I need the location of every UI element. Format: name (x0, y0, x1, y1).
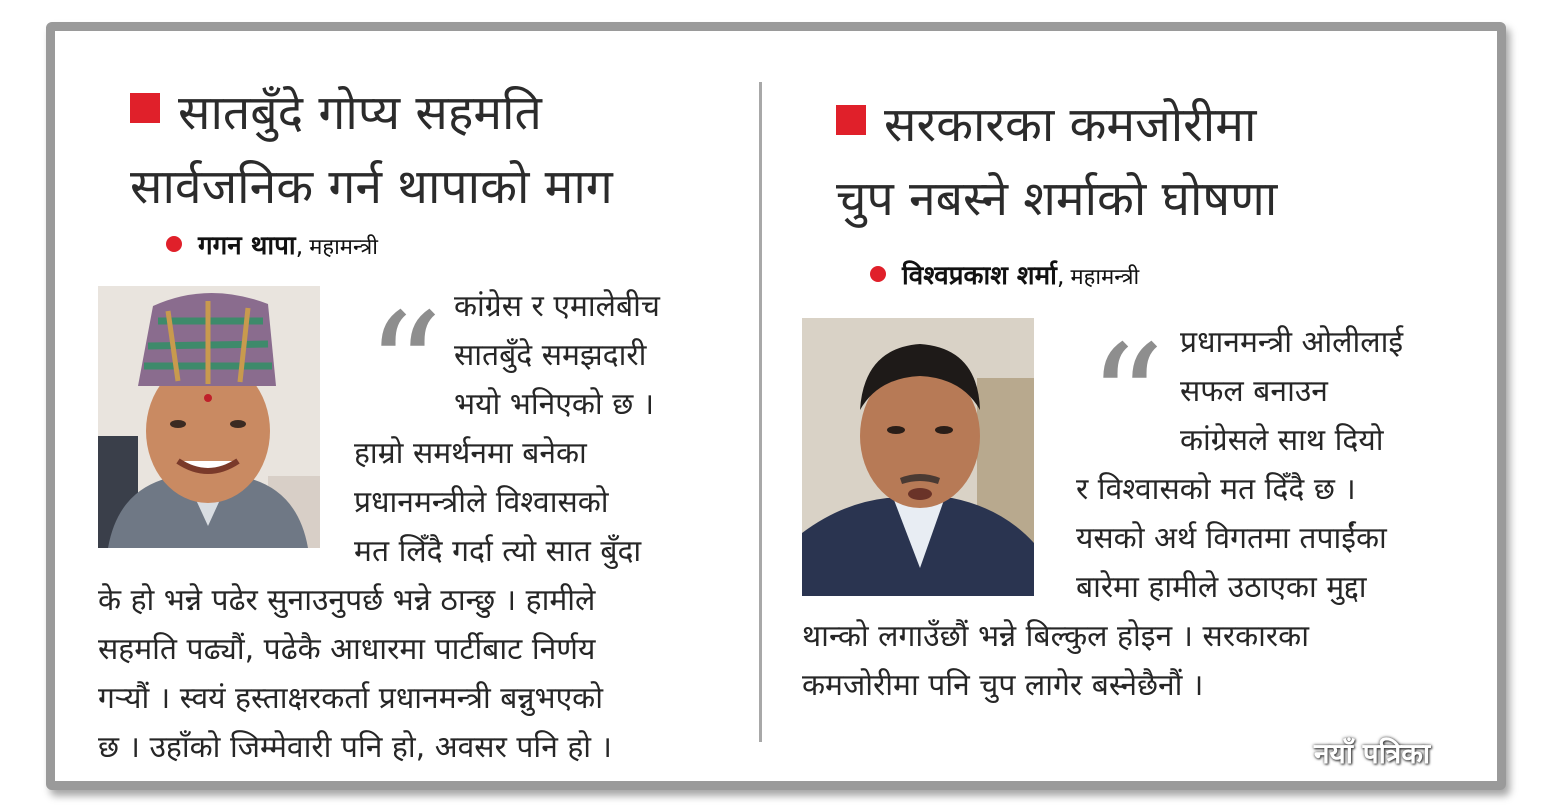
text-line: बारेमा हामीले उठाएका मुद्दा (1076, 570, 1367, 605)
text-line: कांग्रेसले साथ दियो (1180, 423, 1384, 458)
left-byline: गगन थापा, महामन्त्री (166, 226, 378, 262)
text-line: यसको अर्थ विगतमा तपाईंका (1076, 521, 1387, 556)
right-byline-name: विश्वप्रकाश शर्मा (902, 261, 1057, 291)
column-divider (759, 82, 762, 742)
left-quote-beside-photo (354, 429, 641, 576)
left-quote-indented (454, 282, 660, 429)
right-quote-beside-photo (1076, 465, 1387, 612)
right-headline-line-1: सरकारका कमजोरीमा (836, 88, 1277, 162)
text-line: सहमति पढ्यौं, पढेकै आधारमा पार्टीबाट निर्णय (98, 632, 596, 667)
left-headline-line-2: सार्वजनिक गर्न थापाको माग (130, 159, 613, 215)
red-dot-icon (870, 266, 886, 282)
text-line: सातबुँदे समझदारी (454, 338, 647, 373)
text-line: सफल बनाउन (1180, 374, 1328, 409)
text-line: गर्‍यौं । स्वयं हस्ताक्षरकर्ता प्रधानमन्त्री बन्नुभएको (98, 681, 603, 716)
right-quote-indented (1180, 318, 1403, 465)
portrait-bishwaprakash-sharma (802, 318, 1034, 596)
red-square-icon (836, 105, 866, 135)
left-quote-open-icon: “ (366, 282, 443, 456)
text-line: कमजोरीमा पनि चुप लागेर बस्नेछैनौं । (802, 668, 1204, 703)
right-quote-open-icon: “ (1088, 314, 1165, 488)
red-square-icon (130, 93, 160, 123)
right-byline: विश्वप्रकाश शर्मा, महामन्त्री (870, 256, 1139, 292)
right-byline-title: महामन्त्री (1070, 265, 1140, 290)
text-line: भयो भनिएको छ । (454, 387, 655, 422)
text-line: के हो भन्ने पढेर सुनाउनुपर्छ भन्ने ठान्छु । हामीले (98, 583, 596, 618)
right-portrait-photo (802, 318, 1034, 596)
watermark-logo: नयाँ पत्रिका (1314, 737, 1431, 770)
text-line: प्रधानमन्त्री ओलीलाई (1180, 325, 1404, 360)
right-quote-full-width (802, 612, 1309, 710)
left-byline-title: महामन्त्री (309, 235, 378, 260)
portrait-gagan-thapa (98, 286, 320, 548)
right-headline-line-2: चुप नबस्ने शर्माको घोषणा (836, 171, 1278, 227)
left-headline-line-1: सातबुँदे गोप्य सहमति (130, 76, 613, 150)
text-line: छ । उहाँको जिम्मेवारी पनि हो, अवसर पनि हो । (98, 730, 612, 765)
text-line: थान्को लगाउँछौं भन्ने बिल्कुल होइन । सरकारका (802, 619, 1309, 654)
text-line: मत लिँदै गर्दा त्यो सात बुँदा (354, 534, 642, 569)
text-line: हाम्रो समर्थनमा बनेका (354, 436, 587, 471)
left-headline (130, 76, 613, 224)
text-line: कांग्रेस र एमालेबीच (454, 289, 660, 324)
right-headline (836, 88, 1277, 236)
left-quote-full-width (98, 576, 612, 772)
red-dot-icon (166, 236, 182, 252)
left-portrait-photo (98, 286, 320, 548)
text-line: र विश्वासको मत दिँदै छ । (1076, 472, 1356, 507)
text-line: प्रधानमन्त्रीले विश्वासको (354, 485, 609, 520)
left-byline-name: गगन थापा (198, 231, 296, 261)
